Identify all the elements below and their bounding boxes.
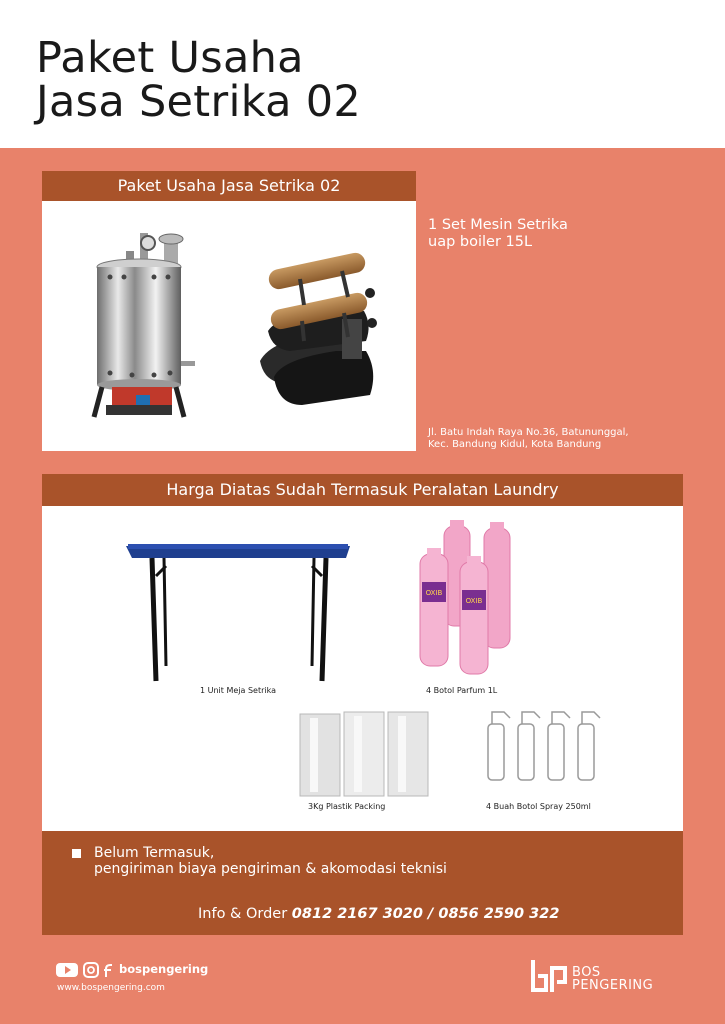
ironing-table-icon <box>126 544 350 681</box>
laundry-equipment-illustration <box>42 506 683 831</box>
address <box>428 427 629 451</box>
brand-logo <box>530 958 568 998</box>
website: www.bospengering.com <box>57 983 165 993</box>
spray-bottles-icon <box>488 712 600 780</box>
section1-desc-line1: 1 Set Mesin Setrika <box>428 217 568 233</box>
note-line1: Belum Termasuk, <box>94 845 215 861</box>
brand-logo-line1: BOS <box>572 965 601 980</box>
social-handle: bospengering <box>119 962 209 976</box>
section2-image-card <box>42 506 683 831</box>
perfume-brand-label-b: OXIB <box>465 597 483 605</box>
facebook-icon <box>104 965 112 977</box>
section1-header-bar: Paket Usaha Jasa Setrika 02 <box>42 171 416 201</box>
item-label-plastik: 3Kg Plastik Packing <box>308 802 386 811</box>
perfume-bottles-icon <box>420 520 510 674</box>
bullet-square-icon <box>72 849 81 858</box>
steam-iron-icon <box>260 251 377 405</box>
note-section <box>42 831 683 935</box>
page-title <box>36 33 362 127</box>
order-phones: 0812 2167 3020 / 0856 2590 322 <box>291 906 560 922</box>
boiler-icon <box>94 233 195 417</box>
order-label: Info & Order <box>198 906 288 922</box>
boiler-and-iron-illustration <box>42 201 416 451</box>
social-icons <box>56 962 116 982</box>
section2-header-bar: Harga Diatas Sudah Termasuk Peralatan Laundry <box>42 474 683 506</box>
brand-logo-text <box>572 966 653 992</box>
instagram-icon <box>84 963 98 977</box>
item-label-meja: 1 Unit Meja Setrika <box>200 686 276 695</box>
address-line2: Kec. Bandung Kidul, Kota Bandung <box>428 439 602 450</box>
order-info <box>198 906 559 922</box>
page-title-line1: Paket Usaha <box>36 33 304 83</box>
note-line2: pengiriman biaya pengiriman & akomodasi teknisi <box>94 861 447 877</box>
item-label-parfum: 4 Botol Parfum 1L <box>426 686 498 695</box>
brand-logo-line2: PENGERING <box>572 978 654 993</box>
note-text <box>94 845 447 877</box>
bp-logo-icon <box>530 958 568 994</box>
perfume-brand-label-a: OXIB <box>425 589 443 597</box>
item-label-spray: 4 Buah Botol Spray 250ml <box>486 802 591 811</box>
address-line1: Jl. Batu Indah Raya No.36, Batununggal, <box>428 427 629 438</box>
plastic-packing-icon <box>300 712 428 796</box>
youtube-instagram-facebook-icons <box>56 962 116 978</box>
section1-image-card <box>42 201 416 451</box>
page-title-line2: Jasa Setrika 02 <box>36 77 362 127</box>
section1-description <box>428 217 568 251</box>
section1-desc-line2: uap boiler 15L <box>428 234 533 250</box>
